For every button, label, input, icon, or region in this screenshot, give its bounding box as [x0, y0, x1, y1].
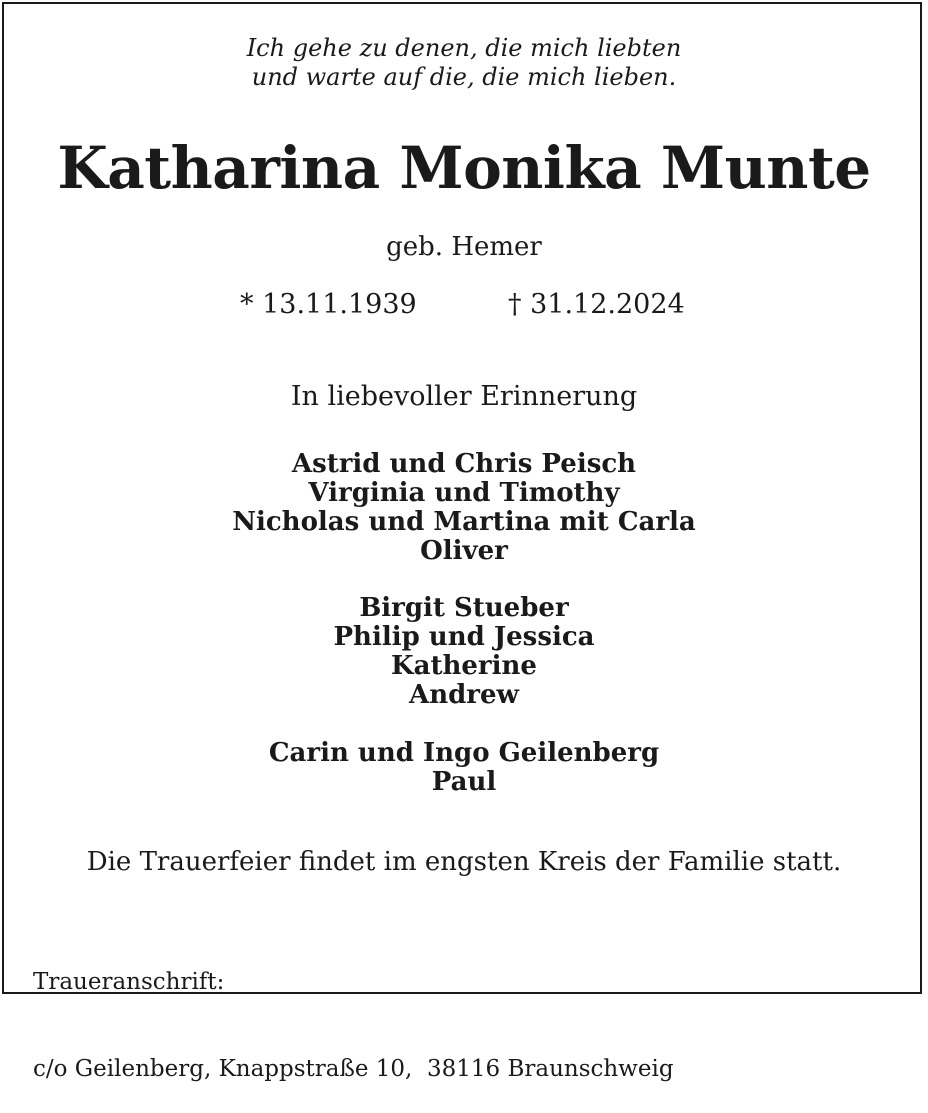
mourner-name: Nicholas und Martina mit Carla	[232, 507, 696, 537]
birth-name: geb. Hemer	[386, 232, 542, 262]
mourner-name: Astrid und Chris Peisch	[291, 449, 637, 479]
mourner-name: Philip und Jessica	[333, 622, 595, 652]
mourner-name: Virginia und Timothy	[308, 478, 620, 508]
deceased-name: Katharina Monika Munte	[57, 134, 871, 202]
mourner-group-3	[0, 739, 928, 797]
ceremony-note: Die Trauerfeier findet im engsten Kreis der Familie statt.	[86, 847, 842, 877]
motto-verse	[0, 34, 928, 92]
mourner-group-1	[0, 450, 928, 566]
address-label: Traueranschrift:	[33, 969, 225, 995]
death-date: † 31.12.2024	[508, 289, 685, 320]
address-line: c/o Geilenberg, Knappstraße 10, 38116 Braunschweig	[33, 1056, 674, 1082]
memorial-phrase: In liebevoller Erinnerung	[290, 381, 638, 412]
motto-line-1: Ich gehe zu denen, die mich liebten	[246, 34, 682, 62]
mourner-group-2	[0, 594, 928, 710]
mourner-name: Birgit Stueber	[359, 593, 569, 623]
mourner-name: Andrew	[409, 680, 519, 710]
mourner-name: Oliver	[420, 536, 508, 566]
mourner-name: Paul	[431, 767, 497, 797]
mourner-name: Katherine	[391, 651, 537, 681]
mourner-name: Carin und Ingo Geilenberg	[268, 738, 660, 768]
mourning-address	[33, 910, 674, 1113]
motto-line-2: und warte auf die, die mich lieben.	[251, 63, 677, 91]
birth-date: * 13.11.1939	[240, 289, 417, 320]
